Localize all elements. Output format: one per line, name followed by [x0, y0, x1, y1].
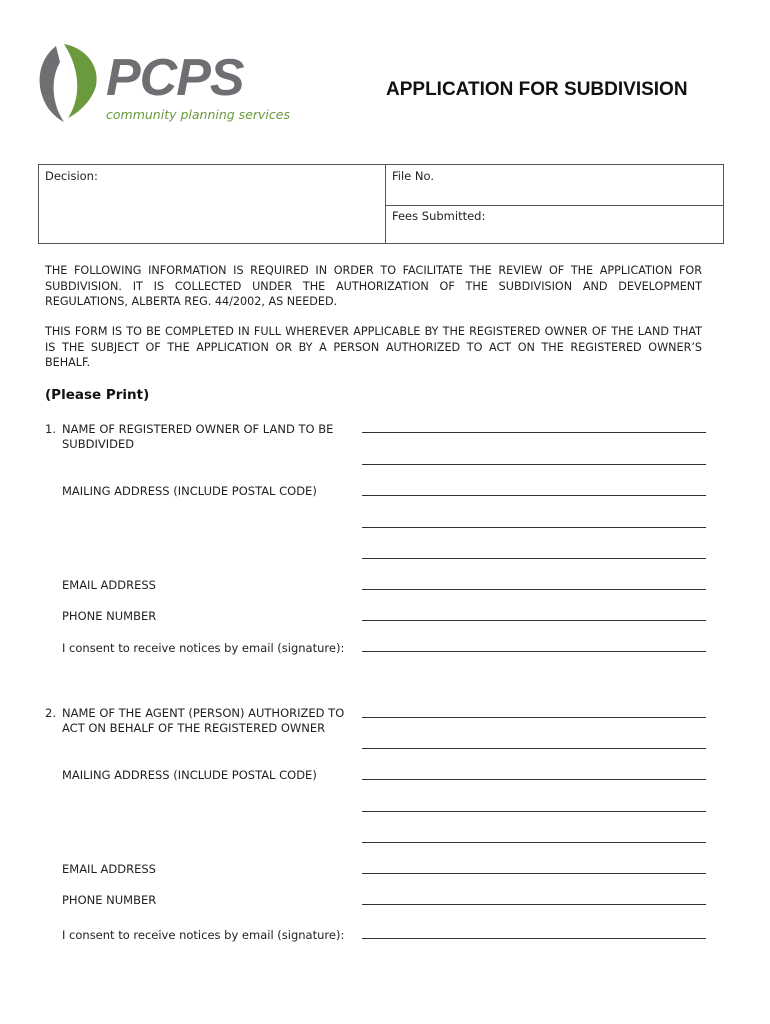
agent-mailing-field-2[interactable]	[362, 811, 706, 812]
intro-paragraph-1: THE FOLLOWING INFORMATION IS REQUIRED IN ORDER TO FACILITATE THE REVIEW OF THE APPLICATION FOR SUBDIVISION. IT IS COLLECTED UNDER THE AUTHORIZATION OF THE SUBDIVISION AND DEVELOPMENT REGULATIONS, ALBERTA REG. 44/2002, AS NEEDED.	[45, 264, 702, 308]
owner-phone-field[interactable]	[362, 620, 706, 621]
section1-consent-label: I consent to receive notices by email (signature):	[62, 641, 345, 655]
file-no-label: File No.	[392, 169, 434, 183]
section2-consent-label: I consent to receive notices by email (signature):	[62, 928, 345, 942]
section2-email-label: EMAIL ADDRESS	[62, 862, 156, 876]
section2-mailing-label: MAILING ADDRESS (INCLUDE POSTAL CODE)	[62, 768, 317, 782]
owner-name-field-2[interactable]	[362, 464, 706, 465]
agent-name-field-2[interactable]	[362, 748, 706, 749]
owner-consent-signature-field[interactable]	[362, 651, 706, 652]
section1-email-label: EMAIL ADDRESS	[62, 578, 156, 592]
agent-consent-signature-field[interactable]	[362, 938, 706, 939]
fees-submitted-label: Fees Submitted:	[392, 209, 486, 223]
section2-phone-label: PHONE NUMBER	[62, 893, 157, 907]
agent-mailing-field-3[interactable]	[362, 842, 706, 843]
section2-number: 2.	[45, 706, 56, 720]
agent-mailing-field-1[interactable]	[362, 779, 706, 780]
owner-name-field-1[interactable]	[362, 432, 706, 433]
owner-mailing-field-1[interactable]	[362, 495, 706, 496]
box-vertical-divider	[385, 165, 386, 243]
section2-agent-name-label: NAME OF THE AGENT (PERSON) AUTHORIZED TO	[62, 706, 345, 720]
agent-phone-field[interactable]	[362, 904, 706, 905]
office-use-box	[38, 164, 724, 244]
section1-mailing-label: MAILING ADDRESS (INCLUDE POSTAL CODE)	[62, 484, 317, 498]
section1-phone-label: PHONE NUMBER	[62, 609, 157, 623]
intro-paragraph-2: THIS FORM IS TO BE COMPLETED IN FULL WHEREVER APPLICABLE BY THE REGISTERED OWNER OF THE LAND THAT IS THE SUBJECT OF THE APPLICATION OR BY A PERSON AUTHORIZED TO ACT ON THE REGISTERED OWNER’S BEHALF.	[45, 325, 702, 369]
owner-mailing-field-3[interactable]	[362, 558, 706, 559]
section2-agent-name-label-cont: ACT ON BEHALF OF THE REGISTERED OWNER	[62, 721, 326, 735]
section1-number: 1.	[45, 422, 56, 436]
decision-label: Decision:	[45, 169, 98, 183]
owner-email-field[interactable]	[362, 589, 706, 590]
logo-tagline: community planning services	[106, 107, 290, 122]
agent-email-field[interactable]	[362, 873, 706, 874]
please-print-heading: (Please Print)	[45, 387, 150, 403]
pcps-logo	[34, 42, 290, 128]
section1-owner-name-label: NAME OF REGISTERED OWNER OF LAND TO BE	[62, 422, 334, 436]
logo-swirl-icon	[34, 42, 104, 126]
form-title: APPLICATION FOR SUBDIVISION	[386, 79, 688, 100]
section1-owner-name-label-cont: SUBDIVIDED	[62, 437, 135, 451]
box-horizontal-divider	[385, 205, 723, 206]
owner-mailing-field-2[interactable]	[362, 527, 706, 528]
logo-wordmark: PCPS	[106, 49, 244, 107]
agent-name-field-1[interactable]	[362, 717, 706, 718]
